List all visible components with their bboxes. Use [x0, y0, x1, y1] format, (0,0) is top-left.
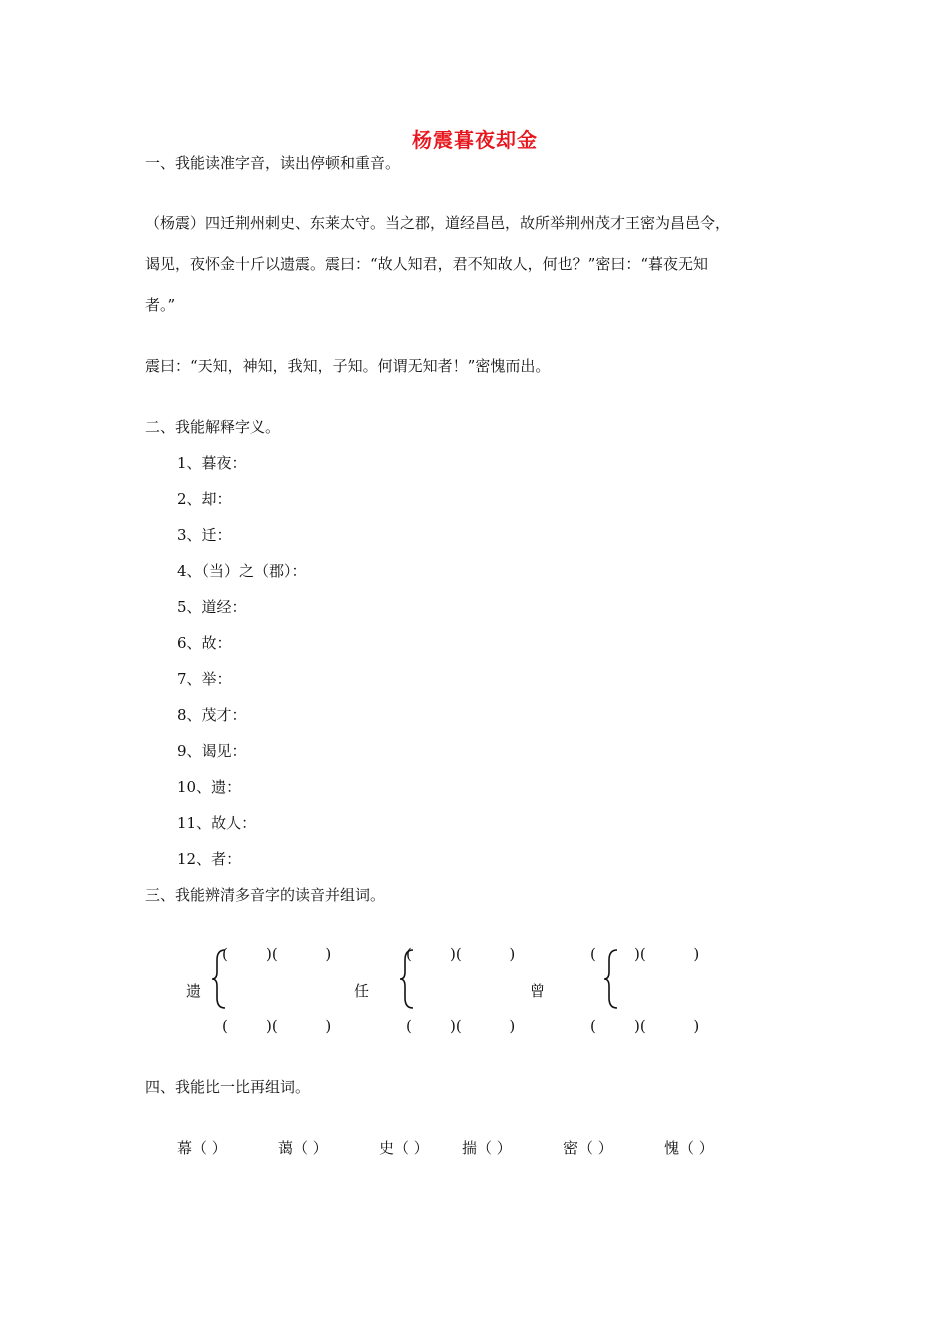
- compare-char: 密: [563, 1139, 579, 1157]
- reading-blank-bottom: ( )( ): [222, 1017, 332, 1035]
- polyphone-char: 曾: [530, 982, 546, 1000]
- compare-char: 史: [379, 1139, 395, 1157]
- compare-blank: （ ）: [192, 1139, 227, 1157]
- definition-item: 4、（当）之（郡）：: [177, 562, 307, 580]
- definition-item: 9、谒见：: [177, 742, 247, 760]
- passage-line-2: 谒见，夜怀金十斤以遗震。震曰：“故人知君，君不知故人，何也？”密曰：“暮夜无知: [145, 255, 709, 273]
- reading-blank-top: ( )( ): [406, 945, 516, 963]
- definition-item: 2、却：: [177, 490, 232, 508]
- compare-blank: （ ）: [394, 1139, 429, 1157]
- reading-blank-top: ( )( ): [590, 945, 700, 963]
- compare-char: 蔼: [278, 1139, 294, 1157]
- definition-item: 6、故：: [177, 634, 232, 652]
- compare-word: [462, 1138, 512, 1158]
- compare-char: 愧: [664, 1139, 680, 1157]
- compare-word: [177, 1138, 227, 1158]
- reading-blank-top: ( )( ): [222, 945, 332, 963]
- brace-icon: [210, 948, 230, 1010]
- reading-blank-bottom: ( )( ): [406, 1017, 516, 1035]
- compare-word: [664, 1138, 714, 1158]
- compare-char: 幕: [177, 1139, 193, 1157]
- brace-icon: [398, 948, 418, 1010]
- document-title: 杨震暮夜却金: [412, 128, 538, 152]
- compare-blank: （ ）: [477, 1139, 512, 1157]
- definition-item: 11、故人：: [177, 814, 257, 832]
- compare-word: [379, 1138, 429, 1158]
- reading-blank-bottom: ( )( ): [590, 1017, 700, 1035]
- definition-item: 7、举：: [177, 670, 232, 688]
- definition-item: 10、遗：: [177, 778, 242, 796]
- definition-item: 3、迁：: [177, 526, 232, 544]
- section2-heading: 二、我能解释字义。: [145, 418, 281, 436]
- definition-item: 12、者：: [177, 850, 242, 868]
- polyphone-char: 任: [354, 982, 370, 1000]
- definition-item: 5、道经：: [177, 598, 247, 616]
- compare-char: 揣: [462, 1139, 478, 1157]
- section1-heading: 一、我能读准字音，读出停顿和重音。: [145, 154, 401, 172]
- compare-blank: （ ）: [293, 1139, 328, 1157]
- brace-icon: [602, 948, 622, 1010]
- compare-word: [563, 1138, 613, 1158]
- definition-item: 1、暮夜：: [177, 454, 247, 472]
- section4-heading: 四、我能比一比再组词。: [145, 1078, 311, 1096]
- passage-line-3: 者。”: [145, 296, 176, 314]
- definition-item: 8、茂才：: [177, 706, 247, 724]
- compare-blank: （ ）: [679, 1139, 714, 1157]
- polyphone-char: 遗: [186, 982, 202, 1000]
- passage-line-1: （杨震）四迁荆州刺史、东莱太守。当之郡，道经昌邑，故所举荆州茂才王密为昌邑令，: [145, 214, 731, 232]
- compare-word: [278, 1138, 328, 1158]
- section3-heading: 三、我能辨清多音字的读音并组词。: [145, 886, 386, 904]
- passage-line-4: 震曰：“天知，神知，我知，子知。何谓无知者！”密愧而出。: [145, 357, 551, 375]
- compare-blank: （ ）: [578, 1139, 613, 1157]
